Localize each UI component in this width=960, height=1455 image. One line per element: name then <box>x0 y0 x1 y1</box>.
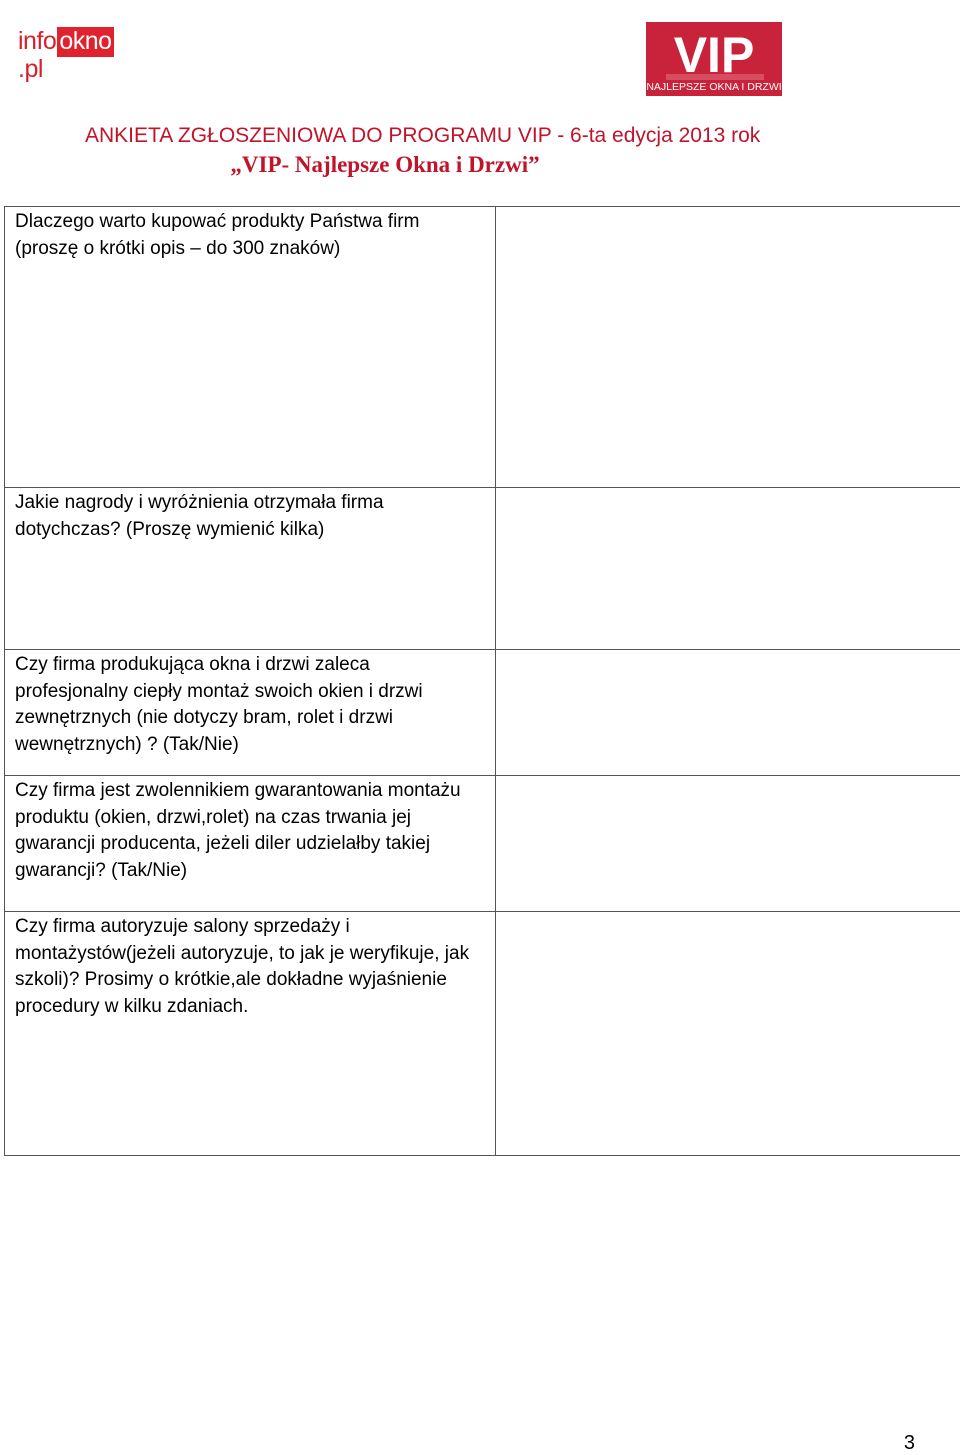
question-row <box>5 776 960 912</box>
logo-part-okno: okno <box>59 26 112 55</box>
vip-logo-big-text: VIP <box>673 27 755 83</box>
answer-field[interactable] <box>496 912 960 1156</box>
question-label: Czy firma produkująca okna i drzwi zaleca profesjonalny ciepły montaż swoich okien i drzwi zewnętrznych (nie dotyczy bram, rolet i drzwi wewnętrznych) ? (Tak/Nie) <box>5 650 496 776</box>
question-row <box>5 488 960 650</box>
question-row <box>5 912 960 1156</box>
logo-part-info: info <box>18 26 57 55</box>
survey-table <box>4 206 960 1156</box>
question-label: Jakie nagrody i wyróżnienia otrzymała firma dotychczas? (Proszę wymienić kilka) <box>5 488 496 650</box>
question-label: Dlaczego warto kupować produkty Państwa firm (proszę o krótki opis – do 300 znaków) <box>5 207 496 488</box>
question-row <box>5 207 960 488</box>
infookno-logo-text <box>18 27 138 82</box>
answer-field[interactable] <box>496 207 960 488</box>
vip-logo-subtitle: NAJLEPSZE OKNA I DRZWI <box>646 81 782 93</box>
program-name: „VIP- Najlepsze Okna i Drzwi” <box>230 152 540 177</box>
vip-logo <box>646 22 782 96</box>
vip-logo-graphic <box>646 22 782 96</box>
answer-field[interactable] <box>496 488 960 650</box>
answer-field[interactable] <box>496 776 960 912</box>
form-title: ANKIETA ZGŁOSZENIOWA DO PROGRAMU VIP - 6-ta edycja 2013 rok <box>85 124 761 147</box>
question-label: Czy firma jest zwolennikiem gwarantowania montażu produktu (okien, drzwi,rolet) na czas trwania jej gwarancji producenta, jeżeli diler udzielałby takiej gwarancji? (Tak/Nie) <box>5 776 496 912</box>
question-label: Czy firma autoryzuje salony sprzedaży i montażystów(jeżeli autoryzuje, to jak je weryfikuje, jak szkoli)? Prosimy o krótkie,ale dokładne wyjaśnienie procedury w kilku zdaniach. <box>5 912 496 1156</box>
logo-part-pl: .pl <box>18 54 43 83</box>
infookno-logo <box>18 26 138 82</box>
answer-field[interactable] <box>496 650 960 776</box>
page-number: 3 <box>903 1432 915 1454</box>
question-row <box>5 650 960 776</box>
